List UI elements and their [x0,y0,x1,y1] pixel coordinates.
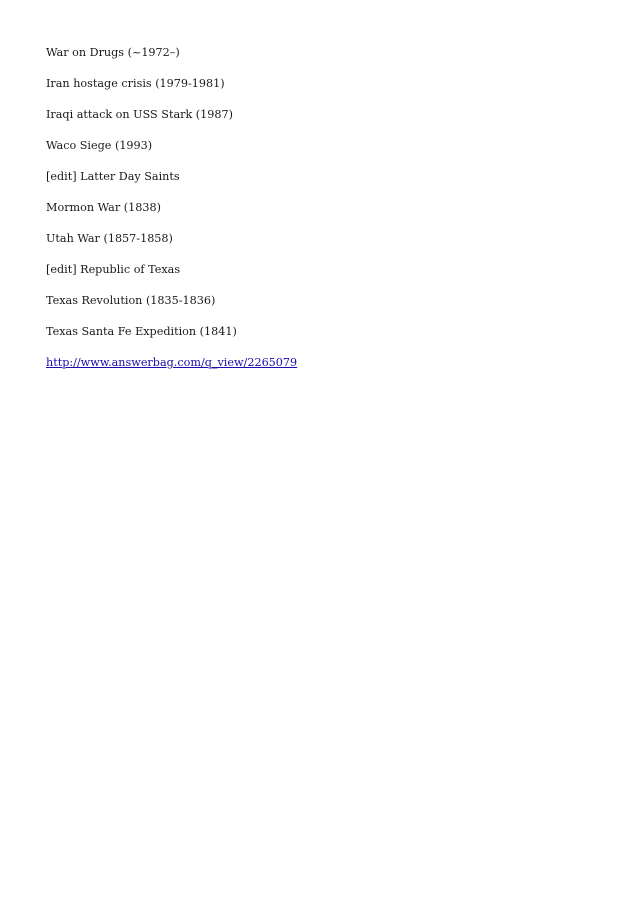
source-link-line [46,352,606,383]
section-heading-republic-of-texas: [edit] Republic of Texas [46,263,181,276]
list-item-utah-war: Utah War (1857-1858) [46,232,173,245]
list-item-war-on-drugs: War on Drugs (~1972–) [46,46,180,59]
list-item-texas-revolution: Texas Revolution (1835-1836) [46,294,216,307]
list-item-iran-hostage-crisis: Iran hostage crisis (1979-1981) [46,77,225,90]
source-link[interactable]: http://www.answerbag.com/q_view/2265079 [46,356,298,369]
list-item-santa-fe-expedition: Texas Santa Fe Expedition (1841) [46,325,237,338]
section-heading-latter-day-saints: [edit] Latter Day Saints [46,170,180,183]
list-item-waco-siege: Waco Siege (1993) [46,139,153,152]
list-item-uss-stark: Iraqi attack on USS Stark (1987) [46,108,233,121]
list-item-mormon-war: Mormon War (1838) [46,201,161,214]
document-body [46,42,606,383]
